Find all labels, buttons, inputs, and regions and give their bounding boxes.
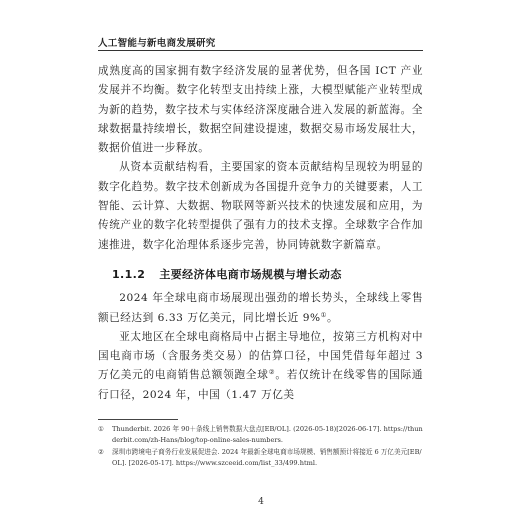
section-heading bbox=[98, 265, 423, 284]
paragraph-tail: 。 bbox=[327, 311, 339, 324]
body-text bbox=[98, 62, 423, 405]
paragraph-text: 亚太地区在全球电商格局中占据主导地位，按第三方机构对中国电商市场（含服务类交易）的估算口径，中国凭借每年超过 3 万亿美元的电商销售总额领跑全球 bbox=[98, 330, 423, 382]
page-number: 4 bbox=[258, 497, 264, 507]
paragraph bbox=[98, 289, 423, 328]
footnote bbox=[98, 447, 423, 468]
footnote-ref[interactable]: ① bbox=[320, 310, 327, 319]
footnote-text: 深圳市跨境电子商务行业发展促进会. 2024 年最新全球电商市场规模、销售额预计将接近 6 万亿美元[EB/OL]. [2026-05-17]. https://www.szceeid.com/list_33/499.html. bbox=[112, 448, 422, 467]
header-rule bbox=[98, 50, 423, 51]
footnote-mark: ① bbox=[98, 425, 104, 433]
paragraph-text: 2024 年全球电商市场展现出强劲的增长势头，全球线上零售额已经达到 6.33 万亿美元，同比增长近 9% bbox=[98, 292, 423, 324]
footnote-rule bbox=[98, 419, 178, 420]
section-number: 1.1.2 bbox=[112, 267, 146, 281]
running-head: 人工智能与新电商发展研究 bbox=[98, 38, 216, 49]
paragraph: 从资本贡献结构看，主要国家的资本贡献结构呈现较为明显的数字化趋势。数字技术创新成为各国提升竞争力的关键要素，人工智能、云计算、大数据、物联网等新兴技术的快速发展和应用，为传统产业的数字化转型提供了强有力的技术支撑。全球数字合作加速推进，数字化治理体系逐步完善，协同铸就数字新篇章。 bbox=[98, 161, 423, 251]
paragraph: 成熟度高的国家拥有数字经济发展的显著优势，但各国 ICT 产业发展并不均衡。数字化转型支出持续上涨，大模型赋能产业转型成为新的趋势，数字技术与实体经济深度融合进入发展的新蓝海。全球数据量持续增长，数据空间建设提速，数据交易市场发展壮大，数据价值进一步释放。 bbox=[98, 65, 423, 155]
paragraph-tail: 。若仅统计在线零售的国际通行口径，2024 年，中国（1.47 万亿美 bbox=[98, 369, 423, 401]
footnote-ref[interactable]: ② bbox=[268, 368, 276, 377]
footnote bbox=[98, 424, 423, 445]
footnotes bbox=[98, 424, 423, 470]
paragraph bbox=[98, 328, 423, 405]
footnote-text: Thunderbit. 2026 年 90＋条线上销售数据大盘点[EB/OL]. (2026-05-18)[2026-06-17]. https://thunderbit.com/zh-Hans/blog/top-online-sales-numbers. bbox=[112, 425, 423, 444]
footnote-mark: ② bbox=[98, 448, 104, 457]
section-title: 主要经济体电商市场规模与增长动态 bbox=[159, 267, 342, 281]
